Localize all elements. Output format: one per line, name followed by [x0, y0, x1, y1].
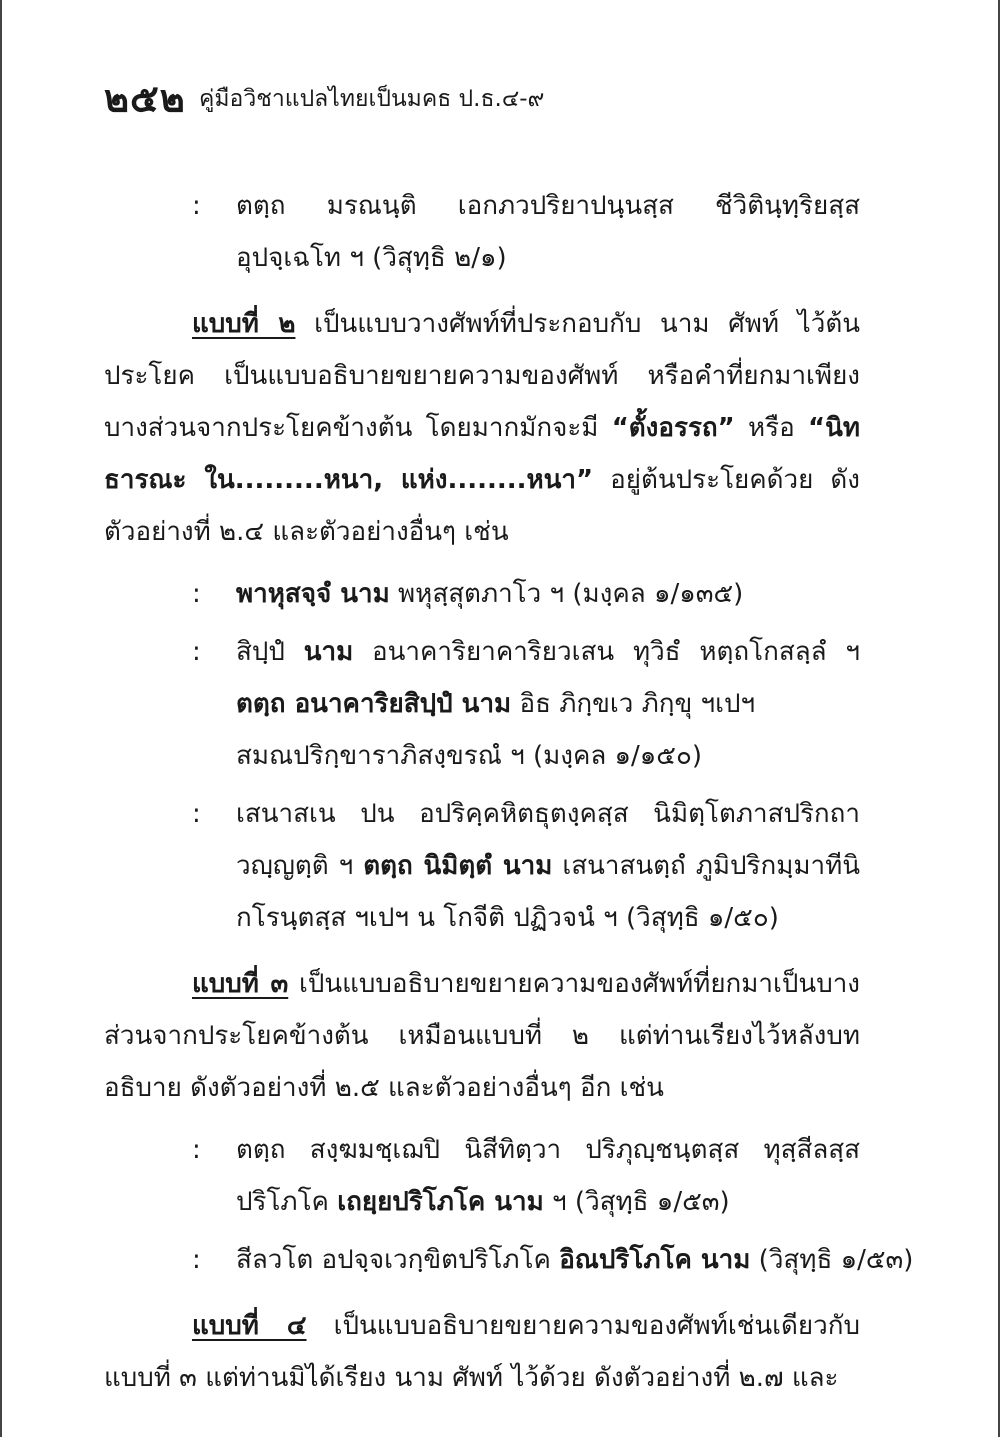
paragraph-text: เป็นแบบอธิบายขยายความของศัพท์เช่นเดียวกับแบบที่ ๓ แต่ท่านมิได้เรียง นาม ศัพท์ ไว้ด้วย ดังตัวอย่างที่ ๒.๗ และ — [104, 1311, 860, 1393]
example-text: ฯ (วิสุทฺธิ ๑/๕๓) — [543, 1187, 730, 1217]
example-item — [104, 1234, 914, 1286]
pattern-label: แบบที่ ๒ — [192, 309, 296, 339]
example-text: วญฺญตฺติ ฯ — [236, 851, 364, 881]
bold-term: “ตั้งอรรถ” — [611, 413, 735, 443]
bold-term: นาม — [303, 637, 354, 667]
example-line: สมณปริกฺขาราภิสงฺขรณํ ฯ (มงฺคล ๑/๑๕๐) — [236, 741, 702, 771]
paragraph-text: อยู่ต้นประโยคด้วย ดังตัวอย่างที่ ๒.๔ และตัวอย่างอื่นๆ เช่น — [104, 465, 860, 547]
example-text: อนาคาริยาคาริยวเสน ทุวิธํ หตฺถโกสลฺลํ ฯ — [353, 637, 860, 667]
bold-term: “นิทธารณะ ใน.........หนา, แห่ง........หนา” — [104, 413, 861, 495]
example-line: ตตฺถ มรณนฺติ เอกภวปริยาปนฺนสฺส ชีวิตินฺทฺริยสฺส — [236, 191, 860, 221]
example-line: เสนาสเน ปน อปริคฺคหิตธุตงฺคสฺส นิมิตฺโตภาสปริกถา — [236, 799, 860, 829]
pattern-label: แบบที่ ๔ — [192, 1311, 307, 1341]
example-line: อุปจฺเฉโท ฯ (วิสุทฺธิ ๒/๑) — [236, 243, 507, 273]
example-text: สิปฺปํ — [236, 637, 304, 667]
example-text: ปริโภโค — [236, 1187, 338, 1217]
example-item — [104, 568, 860, 620]
example-text: (วิสุทฺธิ ๑/๕๓) — [750, 1245, 914, 1275]
example-colon: : — [192, 579, 201, 609]
paragraph-pattern-4 — [104, 1300, 860, 1404]
book-title: คู่มือวิชาแปลไทยเป็นมคธ ป.ธ.๔-๙ — [198, 85, 545, 112]
example-colon: : — [192, 191, 201, 221]
example-text: เสนาสนตฺถํ ภูมิปริกมฺมาทีนิ — [552, 851, 860, 881]
paragraph-pattern-2 — [104, 298, 860, 558]
example-colon: : — [192, 1245, 201, 1275]
example-line: ตตฺถ สงฺฆมชฺเฌปิ นิสีทิตฺวา ปริภุญฺชนฺตสฺส ทุสฺสีลสฺส — [236, 1135, 860, 1165]
page-number: ๒๕๒ — [104, 76, 186, 121]
example-line: กโรนฺตสฺส ฯเปฯ น โกจีติ ปฏิวจนํ ฯ (วิสุทฺธิ ๑/๕๐) — [236, 903, 779, 933]
example-colon: : — [192, 1135, 201, 1165]
bold-term: เถยฺยปริโภโค นาม — [337, 1187, 544, 1217]
bold-term: ตตฺถ อนาคาริยสิปฺปํ นาม — [236, 689, 512, 719]
example-text: สีลวโต อปจฺจเวกฺขิตปริโภโค — [236, 1245, 560, 1275]
example-text: พหุสฺสุตภาโว ฯ (มงฺคล ๑/๑๓๕) — [389, 579, 744, 609]
example-colon: : — [192, 637, 201, 667]
page-header — [104, 76, 544, 121]
example-item — [104, 180, 860, 284]
example-item — [104, 626, 860, 782]
example-item — [104, 788, 860, 944]
paragraph-text: เป็นแบบวางศัพท์ที่ประกอบกับ นาม ศัพท์ ไว้ต้นประโยค เป็นแบบอธิบายขยายความของศัพท์ หรือคำที่ยกมาเพียงบางส่วนจากประโยคข้างต้น โดยมากมักจะมี — [104, 309, 860, 443]
bold-term: พาหุสจฺจํ นาม — [236, 579, 390, 609]
example-item — [104, 1124, 860, 1228]
page-content — [104, 180, 914, 1414]
bold-term: อิณปริโภโค นาม — [559, 1245, 751, 1275]
example-text: อิธ ภิกฺขเว ภิกฺขุ ฯเปฯ — [511, 689, 756, 719]
example-colon: : — [192, 799, 201, 829]
paragraph-text: หรือ — [734, 413, 809, 443]
bold-term: ตตฺถ นิมิตฺตํ นาม — [363, 851, 553, 881]
paragraph-pattern-3 — [104, 958, 860, 1114]
paragraph-text: เป็นแบบอธิบายขยายความของศัพท์ที่ยกมาเป็นบางส่วนจากประโยคข้างต้น เหมือนแบบที่ ๒ แต่ท่านเรียงไว้หลังบทอธิบาย ดังตัวอย่างที่ ๒.๕ และตัวอย่างอื่นๆ อีก เช่น — [104, 969, 860, 1103]
pattern-label: แบบที่ ๓ — [192, 969, 289, 999]
